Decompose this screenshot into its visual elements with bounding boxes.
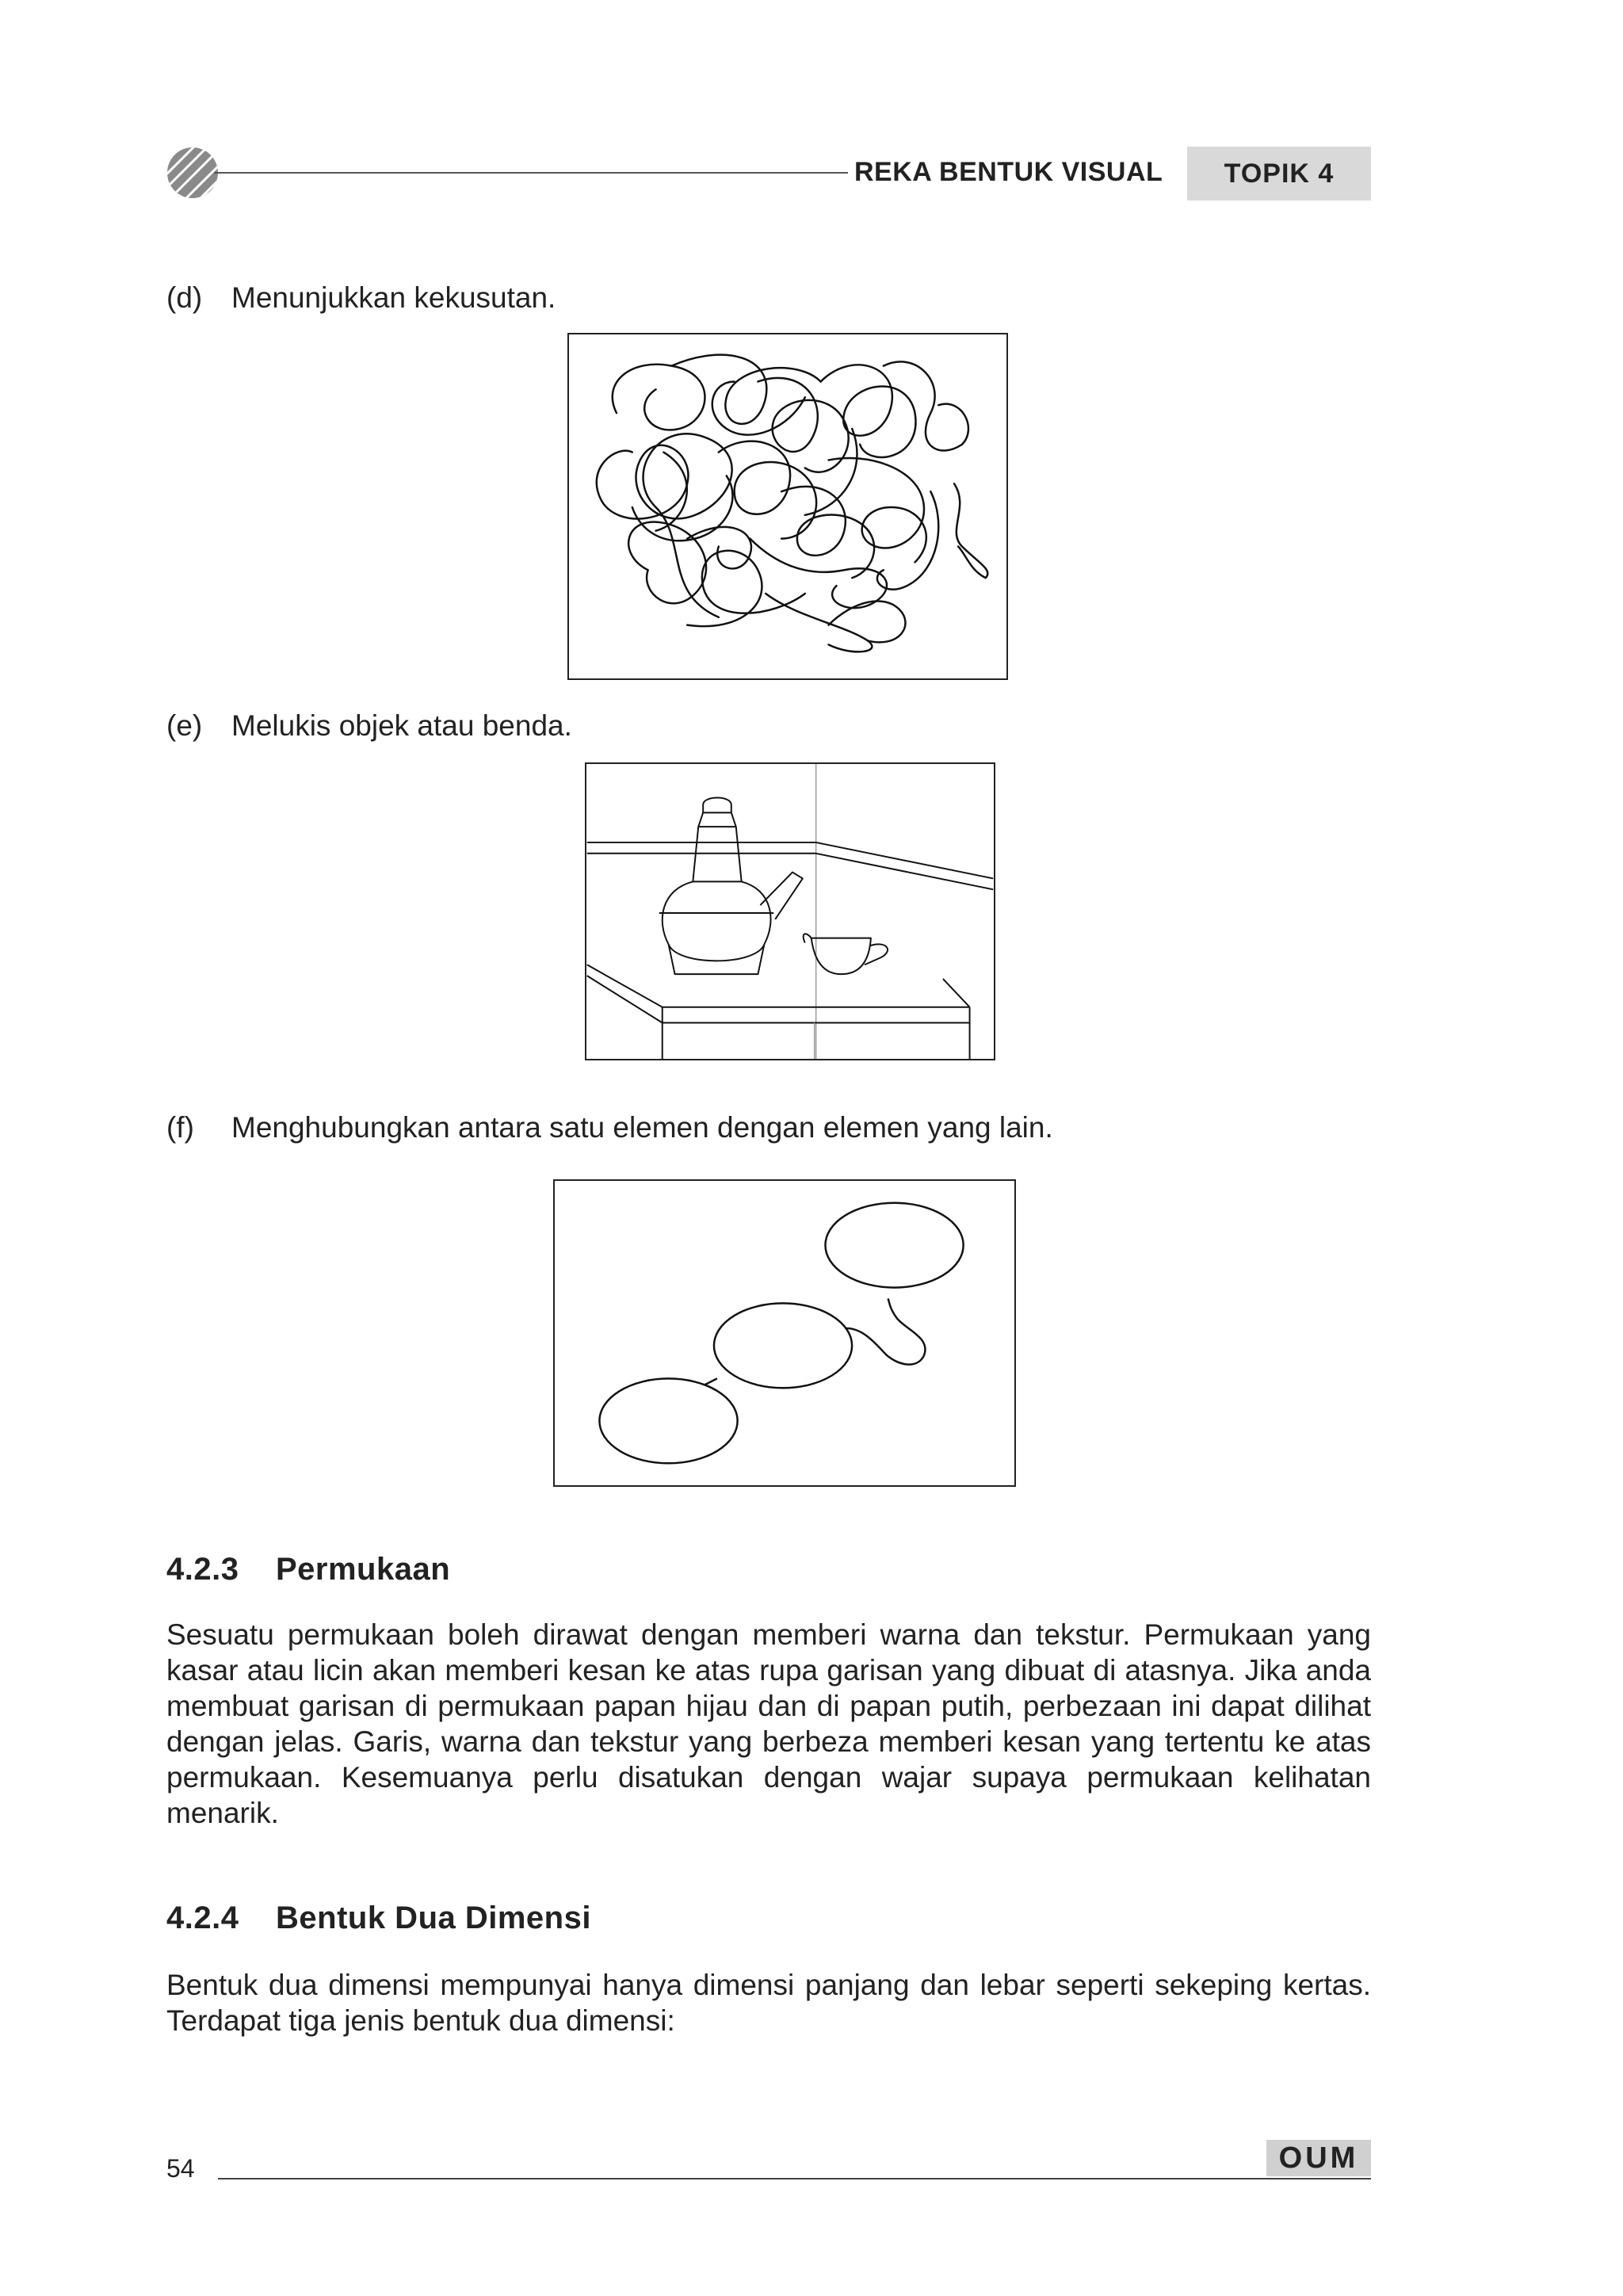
connected-ellipses-drawing xyxy=(555,1181,1014,1485)
section-heading-4-2-4 xyxy=(166,1901,591,1936)
section-number: 4.2.4 xyxy=(166,1901,239,1935)
item-text: Melukis objek atau benda. xyxy=(231,709,572,742)
oum-brand-badge: OUM xyxy=(1266,2140,1371,2176)
item-d xyxy=(166,281,556,315)
section-paragraph-4-2-3: Sesuatu permukaan boleh dirawat dengan memberi warna dan tekstur. Permukaan yang kasar atau licin akan memberi kesan ke atas rupa garisan yang dibuat di atasnya. Jika anda membuat garisan di permukaan papan hijau dan di papan putih, perbezaan ini dapat dilihat dengan jelas. Garis, warna dan tekstur yang berbeza memberi kesan yang tertentu ke atas permukaan. Kesemuanya perlu disatukan dengan wajar supaya permukaan kelihatan menarik. xyxy=(166,1618,1371,1829)
item-label: (d) xyxy=(166,281,203,314)
item-text: Menunjukkan kekusutan. xyxy=(231,281,556,314)
section-title: Permukaan xyxy=(276,1552,451,1587)
oum-logo-icon xyxy=(166,147,219,199)
item-label: (e) xyxy=(166,709,203,742)
item-label: (f) xyxy=(166,1111,194,1144)
item-text: Menghubungkan antara satu elemen dengan elemen yang lain. xyxy=(231,1111,1053,1144)
kettle-and-cup-drawing xyxy=(586,764,994,1059)
header-rule xyxy=(214,172,848,174)
footer-rule xyxy=(218,2178,1371,2179)
tangled-lines-figure xyxy=(567,333,1008,680)
item-f xyxy=(166,1111,1053,1144)
item-e xyxy=(166,709,572,743)
section-paragraph-4-2-4: Bentuk dua dimensi mempunyai hanya dimensi panjang dan lebar seperti sekeping kertas. Terdapat tiga jenis bentuk dua dimensi: xyxy=(166,1969,1371,2037)
ellipse-top xyxy=(825,1203,963,1288)
tangled-lines-drawing xyxy=(569,334,1006,678)
connected-elements-figure xyxy=(553,1179,1016,1487)
section-heading-4-2-3 xyxy=(166,1552,450,1587)
header-title: REKA BENTUK VISUAL xyxy=(854,157,1163,187)
section-number: 4.2.3 xyxy=(166,1552,239,1587)
section-title: Bentuk Dua Dimensi xyxy=(276,1901,591,1935)
topic-badge: TOPIK 4 xyxy=(1187,147,1371,201)
ellipse-middle xyxy=(714,1303,852,1388)
ellipse-bottom xyxy=(599,1378,737,1463)
still-life-figure xyxy=(585,762,995,1060)
page-number: 54 xyxy=(166,2154,195,2183)
